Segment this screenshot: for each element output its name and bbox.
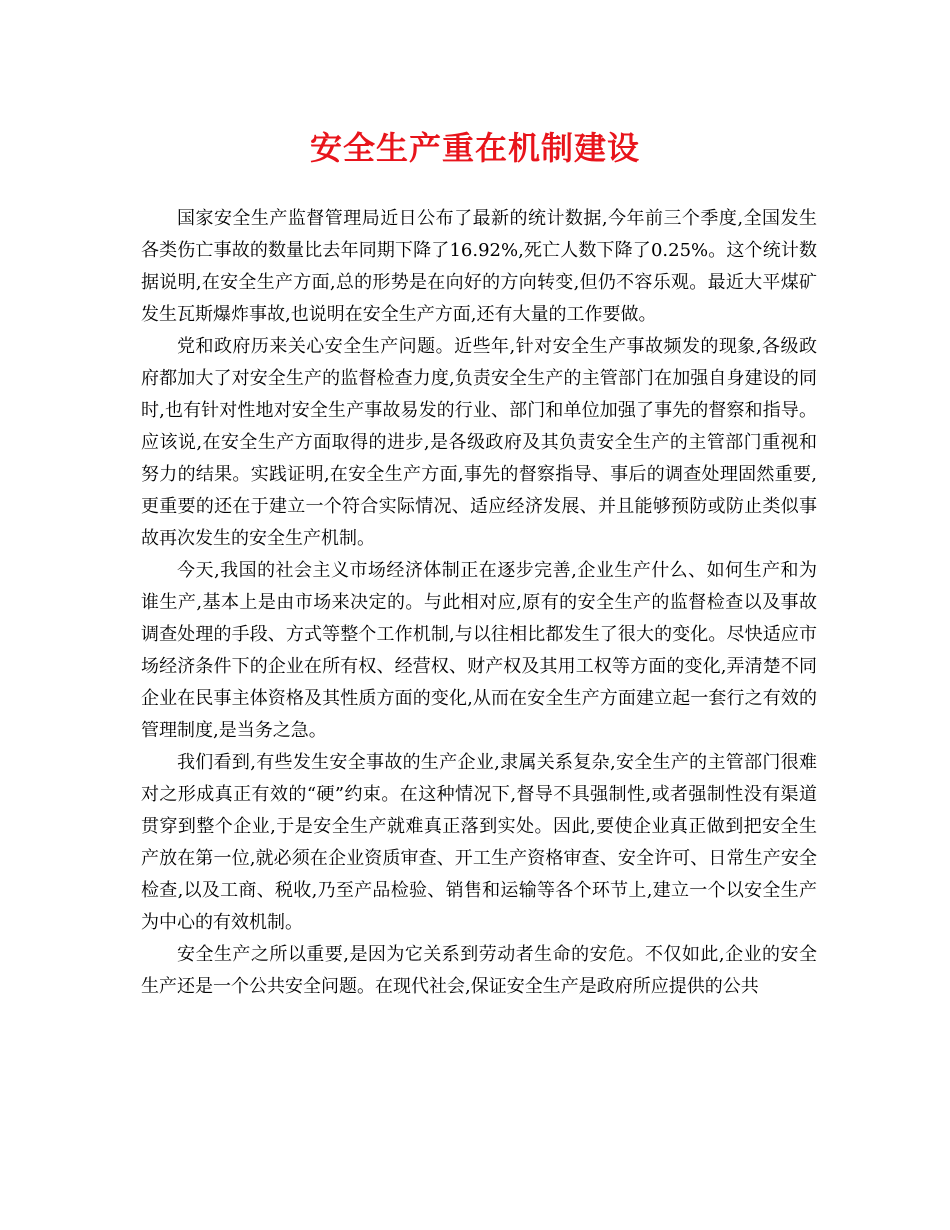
document-title: 安全生产重在机制建设 (309, 129, 640, 167)
document-body (141, 203, 817, 1003)
paragraph: 安全生产之所以重要,是因为它关系到劳动者生命的安危。不仅如此,企业的安全生产还是一个公共安全问题。在现代社会,保证安全生产是政府所应提供的公共 (141, 944, 817, 997)
paragraph: 今天,我国的社会主义市场经济体制正在逐步完善,企业生产什么、如何生产和为谁生产,基本上是由市场来决定的。与此相对应,原有的安全生产的监督检查以及事故调查处理的手段、方式等整个工作机制,与以往相比都发生了很大的变化。尽快适应市场经济条件下的企业在所有权、经营权、财产权及其用工权等方面的变化,弄清楚不同企业在民事主体资格及其性质方面的变化,从而在安全生产方面建立起一套行之有效的管理制度,是当务之急。 (141, 560, 817, 741)
paragraph: 国家安全生产监督管理局近日公布了最新的统计数据,今年前三个季度,全国发生各类伤亡事故的数量比去年同期下降了16.92%,死亡人数下降了0.25%。这个统计数据说明,在安全生产方面,总的形势是在向好的方向转变,但仍不容乐观。最近大平煤矿发生瓦斯爆炸事故,也说明在安全生产方面,还有大量的工作要做。 (141, 208, 817, 325)
paragraph: 我们看到,有些发生安全事故的生产企业,隶属关系复杂,安全生产的主管部门很难对之形成真正有效的“硬”约束。在这种情况下,督导不具强制性,或者强制性没有渠道贯穿到整个企业,于是安全生产就难真正落到实处。因此,要使企业真正做到把安全生产放在第一位,就必须在企业资质审查、开工生产资格审查、安全许可、日常生产安全检查,以及工商、税收,乃至产品检验、销售和运输等各个环节上,建立一个以安全生产为中心的有效机制。 (141, 752, 817, 933)
paragraph: 党和政府历来关心安全生产问题。近些年,针对安全生产事故频发的现象,各级政府都加大了对安全生产的监督检查力度,负责安全生产的主管部门在加强自身建设的同时,也有针对性地对安全生产事故易发的行业、部门和单位加强了事先的督察和指导。应该说,在安全生产方面取得的进步,是各级政府及其负责安全生产的主管部门重视和努力的结果。实践证明,在安全生产方面,事先的督察指导、事后的调查处理固然重要,更重要的还在于建立一个符合实际情况、适应经济发展、并且能够预防或防止类似事故再次发生的安全生产机制。 (141, 336, 817, 549)
